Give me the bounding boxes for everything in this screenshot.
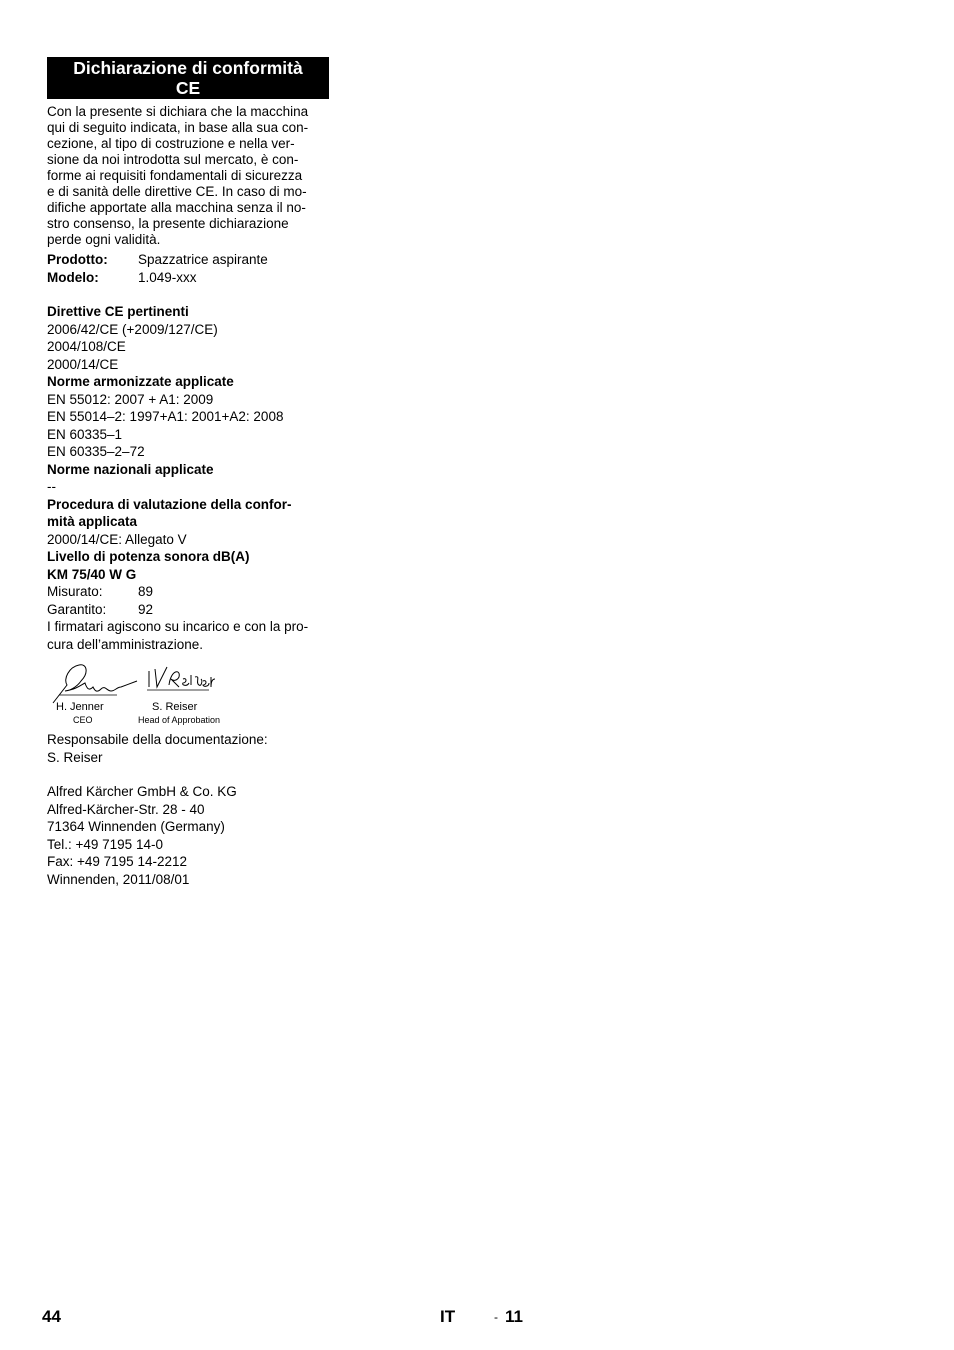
procedure-heading: mità applicata xyxy=(47,514,138,529)
procedure-value: 2000/14/CE: Allegato V xyxy=(47,531,187,547)
intro-line: qui di seguito indicata, in base alla sua con- xyxy=(47,120,309,135)
documentation-name: S. Reiser xyxy=(47,749,103,765)
signature-block xyxy=(47,659,329,731)
harmonized-item: EN 60335–2–72 xyxy=(47,444,145,459)
harmonized-item: EN 55012: 2007 + A1: 2009 xyxy=(47,391,214,407)
guaranteed-label: Garantito: xyxy=(47,601,107,617)
documentation-label: Responsabile della documentazione: xyxy=(47,732,268,747)
harmonized-heading: Norme armonizzate applicate xyxy=(47,374,234,389)
sound-model: KM 75/40 W G xyxy=(47,566,137,582)
product-label: Prodotto: xyxy=(47,252,108,267)
company-line: Fax: +49 7195 14-2212 xyxy=(47,854,187,869)
measured-value: 89 xyxy=(138,584,154,599)
company-line: Tel.: +49 7195 14-0 xyxy=(47,836,163,852)
company-line: Winnenden, 2011/08/01 xyxy=(47,871,190,887)
directives-heading: Direttive CE pertinenti xyxy=(47,304,189,319)
model-label: Modelo: xyxy=(47,269,99,285)
intro-line: stro consenso, la presente dichiarazione xyxy=(47,216,289,231)
declaration-column xyxy=(47,57,329,888)
intro-line: cezione, al tipo di costruzione e nella ver- xyxy=(47,136,295,151)
spacer xyxy=(47,766,329,783)
company-line: Alfred-Kärcher-Str. 28 - 40 xyxy=(47,801,205,817)
model-row xyxy=(47,269,329,287)
sound-heading: Livello di potenza sonora dB(A) xyxy=(47,549,250,564)
model-value: 1.049-xxx xyxy=(138,269,197,285)
spacer xyxy=(47,286,329,303)
harmonized-item: EN 55014–2: 1997+A1: 2001+A2: 2008 xyxy=(47,409,284,424)
national-value: -- xyxy=(47,479,56,494)
signer-role: CEO xyxy=(73,715,93,725)
guaranteed-row xyxy=(47,601,329,619)
intro-line: perde ogni validità. xyxy=(47,232,161,247)
intro-line: forme ai requisiti fondamentali di sicurezza xyxy=(47,168,303,183)
signer-name: H. Jenner xyxy=(56,701,104,713)
directive-item: 2000/14/CE xyxy=(47,356,119,372)
signer-name: S. Reiser xyxy=(152,701,198,713)
product-value: Spazzatrice aspirante xyxy=(138,252,268,267)
title-line: CE xyxy=(175,78,201,98)
jenner-signature xyxy=(51,659,141,705)
intro-line: difiche apportate alla macchina senza il no- xyxy=(47,200,306,215)
directive-item: 2006/42/CE (+2009/127/CE) xyxy=(47,321,218,337)
intro-line: sione da noi introdotta sul mercato, è con- xyxy=(47,152,299,167)
measured-label: Misurato: xyxy=(47,584,103,599)
national-heading: Norme nazionali applicate xyxy=(47,461,214,477)
title-line: Dichiarazione di conformità xyxy=(73,58,303,78)
measured-row xyxy=(47,583,329,601)
company-line: 71364 Winnenden (Germany) xyxy=(47,819,225,834)
procedure-heading: Procedura di valutazione della confor- xyxy=(47,496,292,512)
signatories-note: I firmatari agiscono su incarico e con la pro- xyxy=(47,619,309,634)
directive-item: 2004/108/CE xyxy=(47,339,126,354)
page-number: 44 xyxy=(42,1307,61,1326)
footer-dash: - xyxy=(494,1310,498,1324)
intro-paragraph xyxy=(47,104,329,248)
intro-line: Con la presente si dichiara che la macchina xyxy=(47,104,309,119)
language-code: IT xyxy=(440,1307,456,1326)
product-row xyxy=(47,251,329,269)
signatories-note: cura dell’amministrazione. xyxy=(47,636,204,652)
reiser-signature xyxy=(145,663,215,693)
guaranteed-value: 92 xyxy=(138,601,154,617)
signer-role: Head of Approbation xyxy=(138,715,221,725)
section-page-number: 11 xyxy=(505,1307,523,1326)
intro-line: e di sanità delle direttive CE. In caso di mo- xyxy=(47,184,307,199)
harmonized-item: EN 60335–1 xyxy=(47,426,123,442)
company-line: Alfred Kärcher GmbH & Co. KG xyxy=(47,784,237,799)
declaration-title xyxy=(47,57,329,99)
